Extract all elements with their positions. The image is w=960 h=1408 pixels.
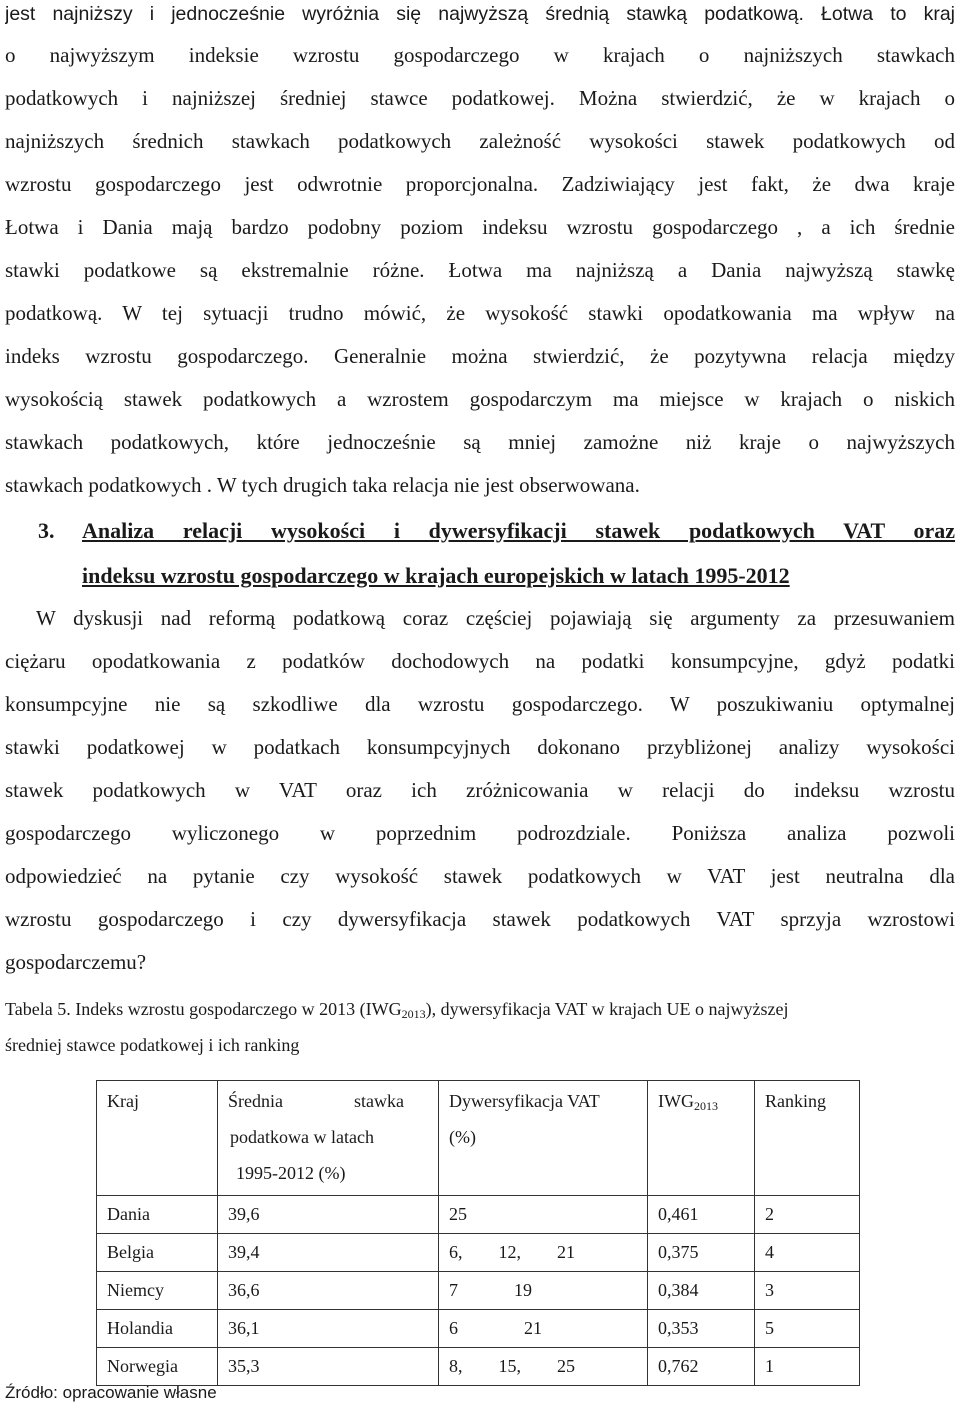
cell-dyw-value: 6, xyxy=(449,1242,463,1262)
header-srednia-line-3: 1995-2012 (%) xyxy=(236,1163,346,1183)
cell-dyw-value: 8, xyxy=(449,1356,463,1376)
cell-srednia: 36,1 xyxy=(218,1310,439,1348)
header-srednia-word-1: Średnia xyxy=(228,1091,283,1111)
table-row xyxy=(97,1272,860,1310)
header-iwg-text: IWG xyxy=(658,1091,694,1111)
paragraph-1-line-7: stawki podatkowe są ekstremalnie różne. Łotwa ma najniższą a Dania najwyższą stawkę xyxy=(5,258,955,282)
header-dywersyfikacja-line-2: (%) xyxy=(449,1127,476,1147)
caption-subscript: 2013 xyxy=(401,1007,426,1020)
header-dywersyfikacja-line-1: Dywersyfikacja VAT xyxy=(449,1091,600,1111)
section-heading-line-1 xyxy=(38,518,955,544)
cell-dyw-value: 21 xyxy=(524,1318,542,1338)
cell-ranking: 5 xyxy=(755,1310,860,1348)
header-ranking: Ranking xyxy=(755,1081,860,1196)
header-srednia-word-2: stawka xyxy=(354,1091,404,1111)
cell-ranking: 1 xyxy=(755,1348,860,1386)
cell-iwg: 0,353 xyxy=(648,1310,755,1348)
table-header-row xyxy=(97,1081,860,1196)
paragraph-1-line-10: wysokością stawek podatkowych a wzrostem gospodarczym ma miejsce w krajach o niskich xyxy=(5,387,955,411)
paragraph-1-line-6: Łotwa i Dania mają bardzo podobny poziom indeksu wzrostu gospodarczego , a ich średnie xyxy=(5,215,955,239)
cell-dywersyfikacja xyxy=(439,1348,648,1386)
cell-dyw-value: 6 xyxy=(449,1318,458,1338)
cell-dyw-value: 12, xyxy=(498,1242,521,1262)
paragraph-1-line-11: stawkach podatkowych, które jednocześnie są mniej zamożne niż kraje o najwyższych xyxy=(5,430,955,454)
cell-dywersyfikacja xyxy=(439,1234,648,1272)
cell-kraj: Holandia xyxy=(97,1310,218,1348)
cell-iwg: 0,375 xyxy=(648,1234,755,1272)
header-iwg xyxy=(648,1081,755,1196)
cell-dywersyfikacja xyxy=(439,1272,648,1310)
cell-ranking: 4 xyxy=(755,1234,860,1272)
cell-dyw-value: 19 xyxy=(514,1280,532,1300)
cell-kraj: Belgia xyxy=(97,1234,218,1272)
caption-text-a: Tabela 5. Indeks wzrostu gospodarczego w 2013 (IWG xyxy=(5,999,402,1019)
section-number: 3. xyxy=(38,518,55,543)
table-row xyxy=(97,1196,860,1234)
cell-dyw-value: 15, xyxy=(498,1356,521,1376)
paragraph-1-line-2: o najwyższym indeksie wzrostu gospodarczego w krajach o najniższych stawkach xyxy=(5,43,955,67)
paragraph-2-line-9: gospodarczemu? xyxy=(5,950,147,974)
paragraph-1-line-12: stawkach podatkowych . W tych drugich taka relacja nie jest obserwowana. xyxy=(5,473,640,497)
cell-srednia: 39,6 xyxy=(218,1196,439,1234)
cell-srednia: 39,4 xyxy=(218,1234,439,1272)
cell-dywersyfikacja xyxy=(439,1310,648,1348)
cell-iwg: 0,461 xyxy=(648,1196,755,1234)
paragraph-2-line-6: gospodarczego wyliczonego w poprzednim podrozdziale. Poniższa analiza pozwoli xyxy=(5,821,955,845)
paragraph-1-line-9: indeks wzrostu gospodarczego. Generalnie można stwierdzić, że pozytywna relacja między xyxy=(5,344,955,368)
cell-iwg: 0,384 xyxy=(648,1272,755,1310)
caption-text-b: ), dywersyfikacja VAT w krajach UE o najwyższej xyxy=(425,999,789,1019)
section-title-line-1: Analiza relacji wysokości i dywersyfikacji stawek podatkowych VAT oraz xyxy=(82,518,955,543)
table-caption-line-2: średniej stawce podatkowej i ich ranking xyxy=(5,1035,300,1055)
section-title-line-2: indeksu wzrostu gospodarczego w krajach europejskich w latach 1995-2012 xyxy=(82,563,790,588)
paragraph-2-line-4: stawki podatkowej w podatkach konsumpcyjnych dokonano przybliżonej analizy wysokości xyxy=(5,735,955,759)
table-row xyxy=(97,1348,860,1386)
cell-iwg: 0,762 xyxy=(648,1348,755,1386)
header-dywersyfikacja xyxy=(439,1081,648,1196)
paragraph-2-line-7: odpowiedzieć na pytanie czy wysokość stawek podatkowych w VAT jest neutralna dla xyxy=(5,864,955,888)
paragraph-1-line-4: najniższych średnich stawkach podatkowych zależność wysokości stawek podatkowych od xyxy=(5,129,955,153)
cell-kraj: Norwegia xyxy=(97,1348,218,1386)
cell-dyw-value: 7 xyxy=(449,1280,458,1300)
cell-ranking: 3 xyxy=(755,1272,860,1310)
paragraph-1-line-5: wzrostu gospodarczego jest odwrotnie proporcjonalna. Zadziwiający jest fakt, że dwa kraje xyxy=(5,172,955,196)
header-srednia-line-2: podatkowa w latach xyxy=(230,1127,374,1147)
paragraph-2-line-8: wzrostu gospodarczego i czy dywersyfikacja stawek podatkowych VAT sprzyja wzrostowi xyxy=(5,907,955,931)
paragraph-2-line-3: konsumpcyjne nie są szkodliwe dla wzrostu gospodarczego. W poszukiwaniu optymalnej xyxy=(5,692,955,716)
cell-dyw-value: 21 xyxy=(557,1242,575,1262)
cell-dywersyfikacja xyxy=(439,1196,648,1234)
data-table xyxy=(96,1080,860,1386)
paragraph-1-line-3: podatkowych i najniższej średniej stawce podatkowej. Można stwierdzić, że w krajach o xyxy=(5,86,955,110)
cell-dyw-value: 25 xyxy=(557,1356,575,1376)
cell-kraj: Dania xyxy=(97,1196,218,1234)
source-note: Źródło: opracowanie własne xyxy=(5,1383,217,1402)
header-kraj: Kraj xyxy=(97,1081,218,1196)
header-iwg-subscript: 2013 xyxy=(693,1099,718,1113)
table-row xyxy=(97,1234,860,1272)
table-row xyxy=(97,1310,860,1348)
paragraph-1-line-8: podatkową. W tej sytuacji trudno mówić, że wysokość stawki opodatkowania ma wpływ na xyxy=(5,301,955,325)
cell-dyw-value: 25 xyxy=(449,1204,467,1224)
paragraph-2-line-2: ciężaru opodatkowania z podatków dochodowych na podatki konsumpcyjne, gdyż podatki xyxy=(5,649,955,673)
paragraph-2-line-1: W dyskusji nad reformą podatkową coraz częściej pojawiają się argumenty za przesuwaniem xyxy=(36,606,955,630)
table-caption-line-1 xyxy=(5,998,955,1020)
paragraph-2-line-5: stawek podatkowych w VAT oraz ich zróżnicowania w relacji do indeksu wzrostu xyxy=(5,778,955,802)
paragraph-1-line-1: jest najniższy i jednocześnie wyróżnia się najwyższą średnią stawką podatkową. Łotwa to kraj xyxy=(5,3,955,25)
cell-ranking: 2 xyxy=(755,1196,860,1234)
header-srednia-stawka xyxy=(218,1081,439,1196)
cell-srednia: 36,6 xyxy=(218,1272,439,1310)
cell-kraj: Niemcy xyxy=(97,1272,218,1310)
cell-srednia: 35,3 xyxy=(218,1348,439,1386)
